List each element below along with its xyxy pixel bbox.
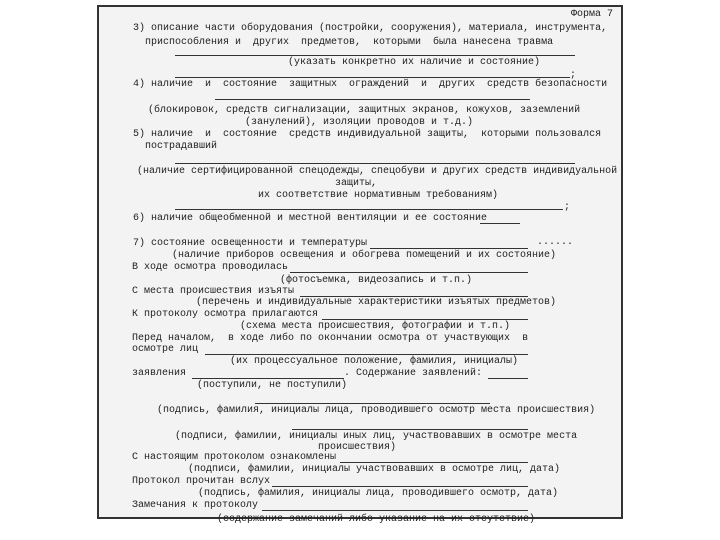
acquainted-label: С настоящим протоколом ознакомлены bbox=[132, 452, 337, 463]
item-6-field[interactable] bbox=[480, 223, 520, 224]
item-5-field-2[interactable] bbox=[175, 209, 563, 210]
item-5-hint: (наличие сертифицированной спецодежды, спецобуви и других средств индивидуальной bbox=[137, 166, 618, 177]
item-7-hint: (наличие приборов освещения и обогрева помещений и их состояние) bbox=[172, 250, 557, 261]
acquainted-hint: (подписи, фамилии, инициалы участвовавших в осмотре лиц, дата) bbox=[188, 464, 561, 475]
item-3-field-2[interactable] bbox=[175, 77, 570, 78]
item-5-text-cont: пострадавший bbox=[145, 141, 218, 152]
statements-text: Перед началом, в ходе либо по окончании осмотра от участвующих в bbox=[132, 333, 529, 344]
seized-hint: (перечень и индивидуальные характеристики изъятых предметов) bbox=[196, 297, 557, 308]
read-aloud-label: Протокол прочитан вслух bbox=[132, 476, 271, 487]
item-4-hint-cont: (занулений), изоляции проводов и т.д.) bbox=[245, 117, 474, 128]
statements-field[interactable] bbox=[192, 378, 344, 379]
item-4-field[interactable] bbox=[215, 99, 530, 100]
item-3-text-cont: приспособления и других предметов, которыми была нанесена травма bbox=[145, 37, 554, 48]
read-aloud-field[interactable] bbox=[272, 486, 528, 487]
statements-label: заявления bbox=[132, 368, 187, 379]
item-6-text: 6) наличие общеобменной и местной вентиляции и ее состояние bbox=[133, 213, 488, 224]
others-signature-hint-cont: происшествия) bbox=[318, 442, 397, 453]
statements-content-field[interactable] bbox=[488, 378, 528, 379]
item-4-text: 4) наличие и состояние защитных ограждений и других средств безопасности bbox=[133, 79, 608, 90]
recording-hint: (фотосъемка, видеозапись и т.п.) bbox=[280, 275, 473, 286]
form-label: Форма 7 bbox=[571, 9, 614, 20]
item-7-dots: ...... bbox=[537, 237, 574, 248]
others-signature-hint: (подписи, фамилии, инициалы иных лиц, участвовавших в осмотре места bbox=[175, 431, 578, 442]
item-4-hint: (блокировок, средств сигнализации, защитных экранов, кожухов, заземлений bbox=[148, 105, 581, 116]
remarks-field[interactable] bbox=[262, 510, 528, 511]
item-5-hint-cont: защиты, bbox=[335, 178, 378, 189]
item-5-hint-cont2: их соответствие нормативным требованиям) bbox=[258, 190, 499, 201]
participants-hint: (их процессуальное положение, фамилия, инициалы) bbox=[230, 356, 519, 367]
acquainted-field[interactable] bbox=[340, 462, 528, 463]
statements-text-cont: осмотре лиц bbox=[132, 344, 199, 355]
remarks-hint: (содержание замечаний либо указание на их отсутствие) bbox=[217, 514, 536, 525]
read-aloud-hint: (подпись, фамилия, инициалы лица, проводившего осмотр, дата) bbox=[198, 488, 559, 499]
item-5-text: 5) наличие и состояние средств индивидуальной защиты, которыми пользовался bbox=[133, 129, 602, 140]
statements-hint: (поступили, не поступили) bbox=[197, 380, 348, 391]
item-7-field[interactable] bbox=[370, 248, 528, 249]
remarks-label: Замечания к протоколу bbox=[132, 500, 259, 511]
item-3-hint: (указать конкретно их наличие и состояние) bbox=[288, 57, 541, 68]
attached-field[interactable] bbox=[322, 319, 528, 320]
item-3-text: 3) описание части оборудования (постройки, сооружения), материала, инструмента, bbox=[133, 23, 608, 34]
recording-field[interactable] bbox=[290, 272, 528, 273]
attached-label: К протоколу осмотра прилагаются bbox=[132, 309, 319, 320]
inspector-signature-field[interactable] bbox=[255, 403, 490, 404]
inspector-signature-hint: (подпись, фамилия, инициалы лица, проводившего осмотр места происшествия) bbox=[157, 405, 596, 416]
item-7-text: 7) состояние освещенности и температуры bbox=[133, 238, 368, 249]
seized-label: С места происшествия изъяты bbox=[132, 286, 295, 297]
semicolon: ; bbox=[564, 202, 571, 213]
others-signature-field[interactable] bbox=[292, 429, 528, 430]
attached-hint: (схема места происшествия, фотографии и т.п.) bbox=[240, 321, 511, 332]
item-3-field[interactable] bbox=[175, 55, 575, 56]
participants-field[interactable] bbox=[205, 354, 528, 355]
statements-content-label: . Содержание заявлений: bbox=[344, 368, 483, 379]
recording-label: В ходе осмотра проводилась bbox=[132, 262, 289, 273]
semicolon: ; bbox=[570, 70, 577, 81]
item-5-field[interactable] bbox=[175, 163, 575, 164]
